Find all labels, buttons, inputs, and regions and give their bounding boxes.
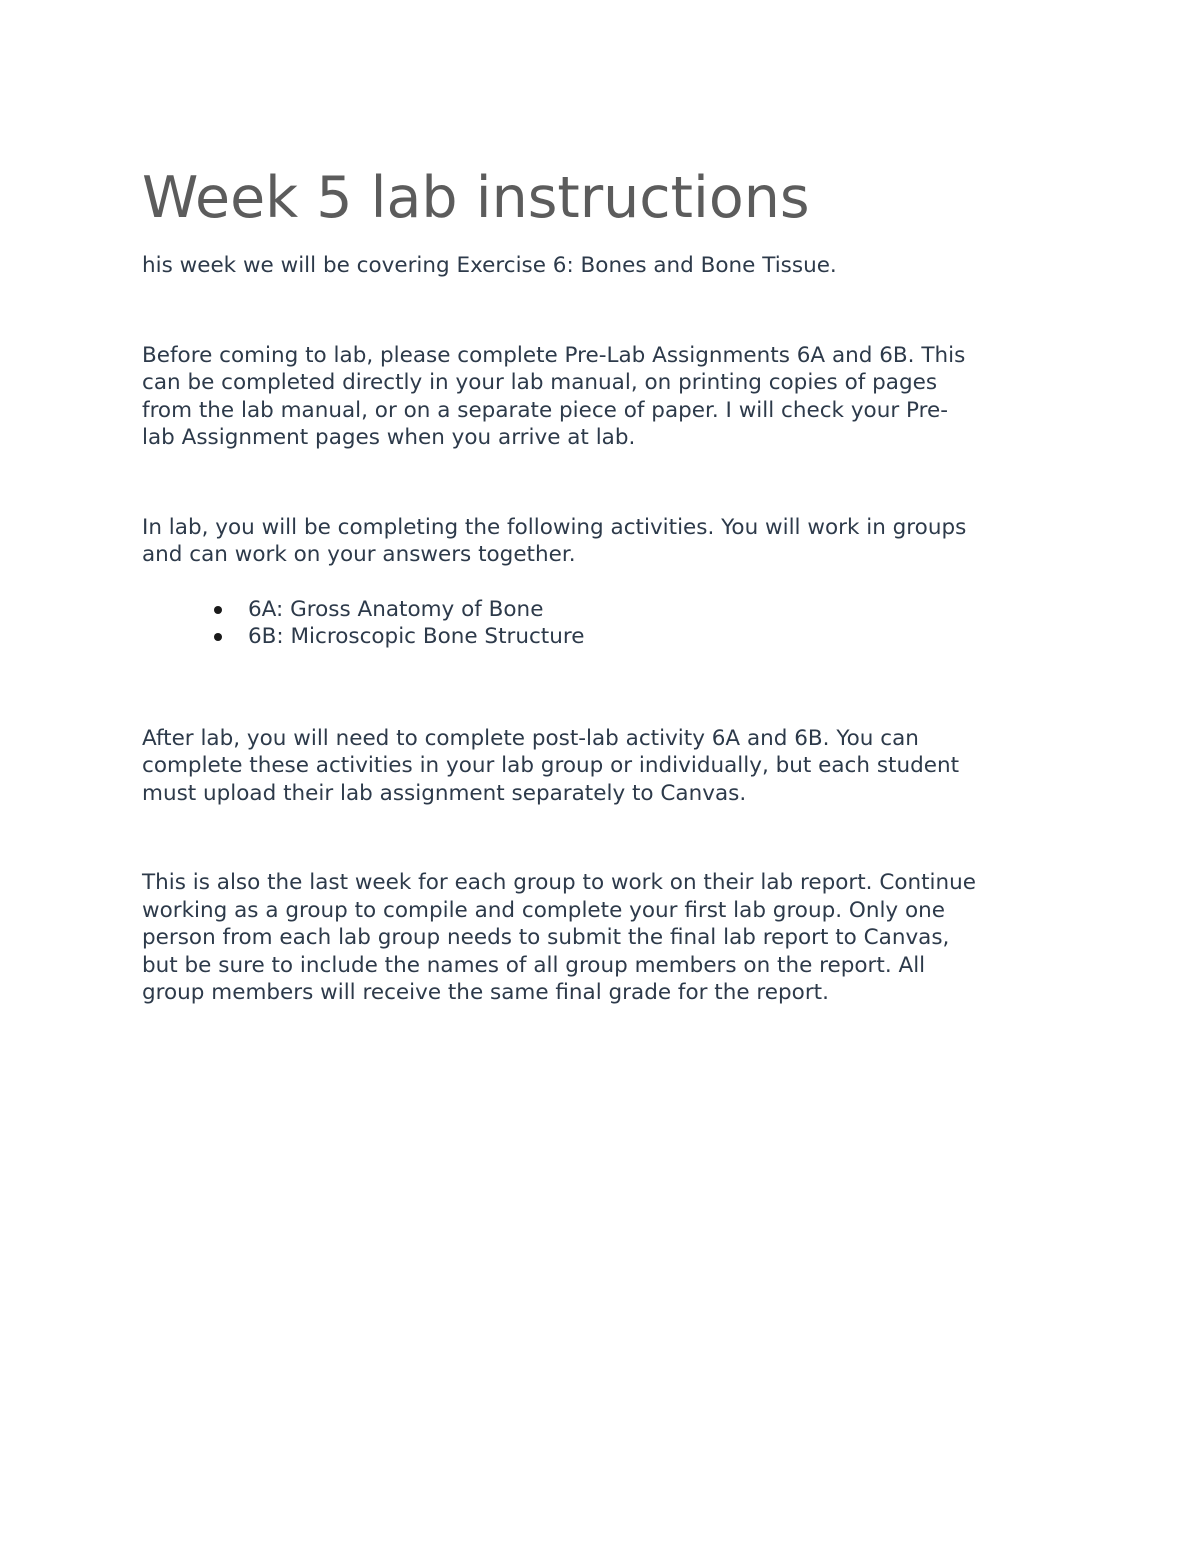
paragraph-line: can be completed directly in your lab manual, on printing copies of pages [142, 370, 938, 395]
lab-report-paragraph [142, 869, 1062, 1007]
intro-paragraph: his week we will be covering Exercise 6: Bones and Bone Tissue. [142, 253, 837, 278]
paragraph-line: Before coming to lab, please complete Pre-Lab Assignments 6A and 6B. This [142, 342, 966, 368]
list-item-label: 6A: Gross Anatomy of Bone [248, 596, 544, 622]
document-title: Week 5 lab instructions [142, 165, 810, 231]
paragraph-line: lab Assignment pages when you arrive at lab. [142, 425, 636, 450]
paragraph-line: This is also the last week for each group to work on their lab report. Continue [142, 870, 976, 895]
bullet-icon [214, 633, 222, 641]
document-body [142, 160, 1062, 1007]
paragraph-line: but be sure to include the names of all group members on the report. All [142, 952, 926, 978]
activity-list [142, 596, 1062, 650]
in-lab-paragraph [142, 514, 1062, 569]
list-item-label: 6B: Microscopic Bone Structure [248, 623, 585, 649]
before-lab-paragraph [142, 342, 1062, 452]
paragraph-line: working as a group to compile and complete your first lab group. Only one [142, 897, 945, 923]
paragraph-line: person from each lab group needs to submit the final lab report to Canvas, [142, 925, 950, 950]
paragraph-line: from the lab manual, or on a separate piece of paper. I will check your Pre- [142, 397, 948, 423]
bullet-icon [214, 606, 222, 614]
paragraph-line: In lab, you will be completing the following activities. You will work in groups [142, 514, 967, 540]
paragraph-line: group members will receive the same final grade for the report. [142, 980, 829, 1005]
list-item [142, 596, 1062, 623]
paragraph-line: complete these activities in your lab group or individually, but each student [142, 753, 960, 778]
paragraph-line: After lab, you will need to complete post-lab activity 6A and 6B. You can [142, 725, 919, 751]
paragraph-line: must upload their lab assignment separately to Canvas. [142, 780, 747, 806]
paragraph-line: and can work on your answers together. [142, 542, 576, 567]
list-item [142, 623, 1062, 650]
after-lab-paragraph [142, 725, 1062, 808]
